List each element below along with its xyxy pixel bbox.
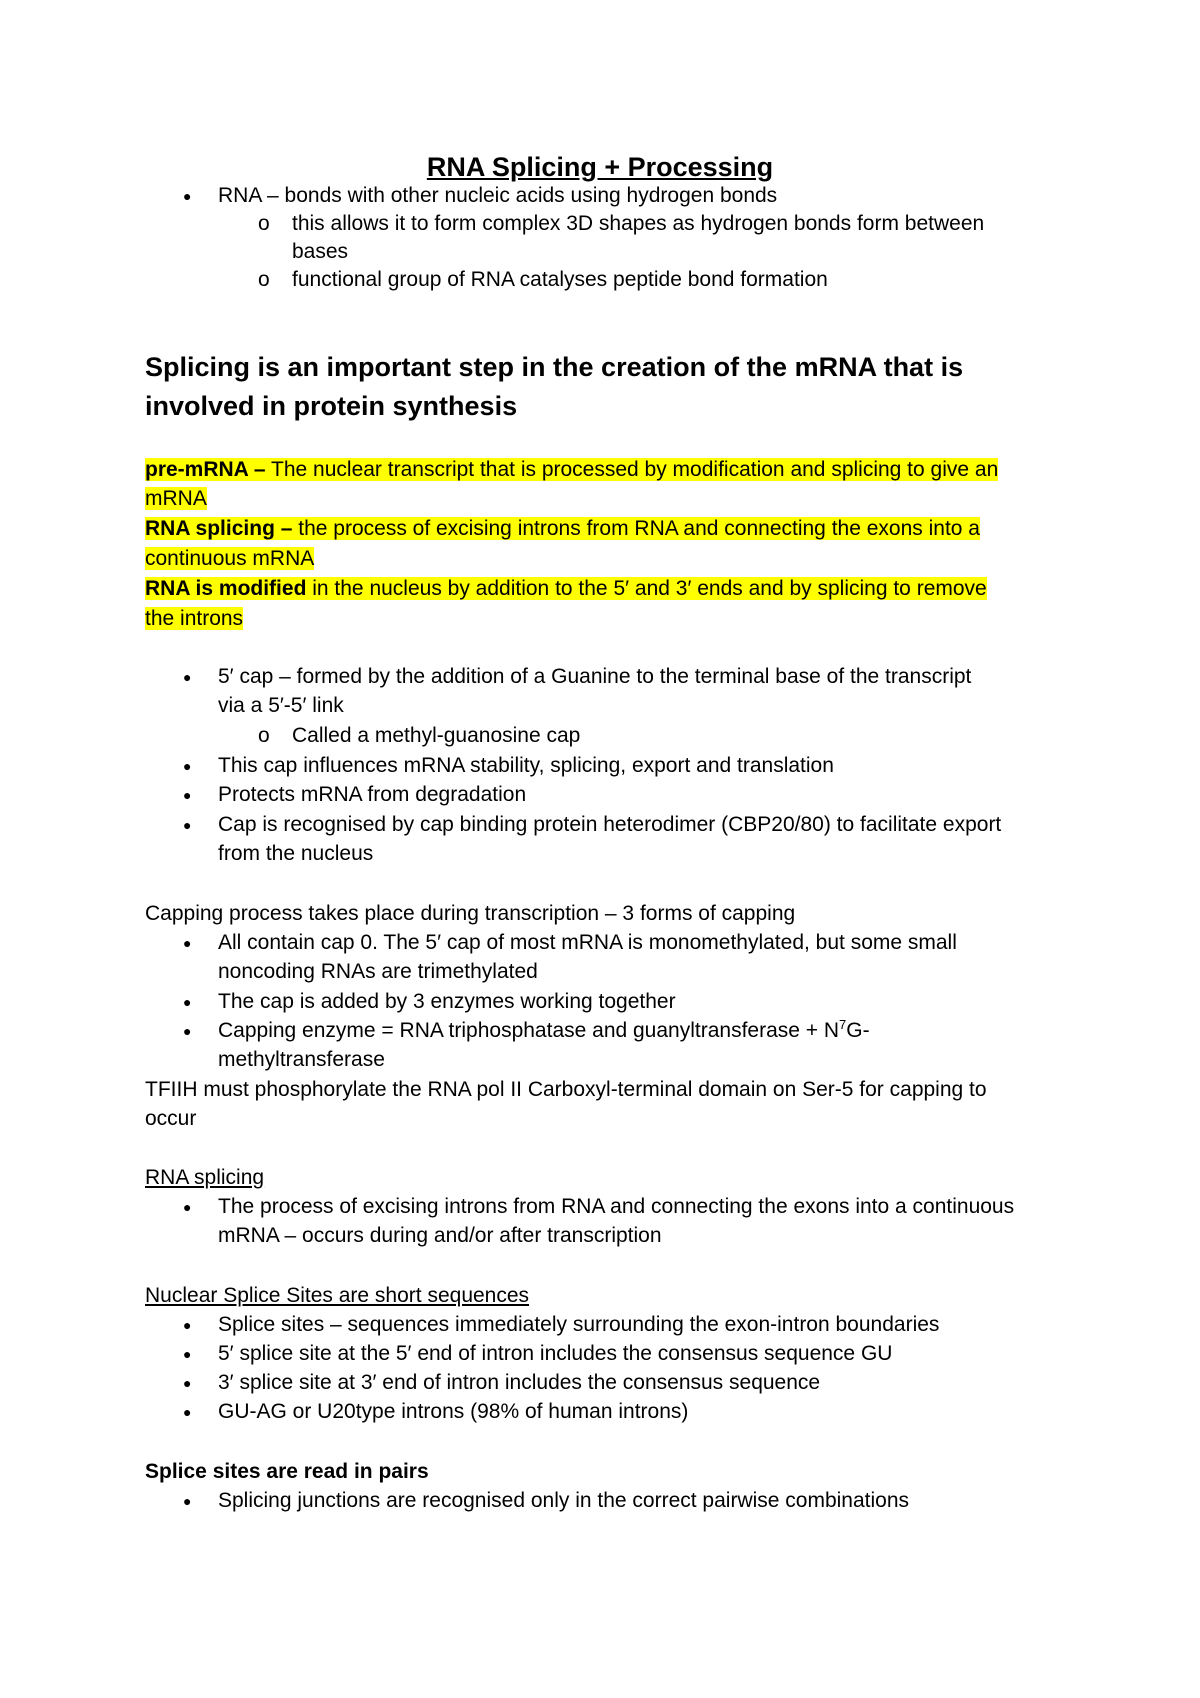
bullet-glyph: ●	[183, 669, 192, 685]
definition-pre-mrna-line1	[145, 456, 998, 484]
capping-bullet-1-line1: All contain cap 0. The 5′ cap of most mRNA is monomethylated, but some small	[218, 931, 957, 954]
intro-bullet-1: RNA – bonds with other nucleic acids using hydrogen bonds	[218, 184, 778, 207]
section-heading-line2: involved in protein synthesis	[145, 391, 518, 421]
splice-sites-bullet-2: 5′ splice site at the 5′ end of intron includes the consensus sequence GU	[218, 1342, 893, 1365]
capping-bullet-3-tail: G-	[846, 1019, 870, 1042]
definition-rna-modified-line1	[145, 575, 987, 603]
pairs-bullet-1: Splicing junctions are recognised only in the correct pairwise combinations	[218, 1489, 910, 1512]
cap-bullet-2: This cap influences mRNA stability, splicing, export and translation	[218, 754, 834, 777]
intro-sub-1-line1: this allows it to form complex 3D shapes as hydrogen bonds form between	[292, 212, 985, 235]
bullet-glyph: ●	[183, 1317, 192, 1333]
rna-splicing-bullet-line1: The process of excising introns from RNA and connecting the exons into a continuous	[218, 1195, 1015, 1218]
bullet-glyph: ●	[183, 758, 192, 774]
sub-bullet-glyph: o	[258, 724, 270, 747]
intro-sub-1-line2: bases	[292, 240, 349, 263]
splice-sites-bullet-3: 3′ splice site at 3′ end of intron includes the consensus sequence	[218, 1371, 821, 1394]
superscript-7: 7	[839, 1017, 847, 1032]
definition-text: in the nucleus by addition to the 5′ and 3′ ends and by splicing to remove	[306, 577, 987, 600]
capping-intro: Capping process takes place during transcription – 3 forms of capping	[145, 902, 796, 925]
definition-text: continuous mRNA	[145, 547, 315, 570]
definition-pre-mrna-line2	[145, 485, 207, 513]
definition-text: mRNA	[145, 487, 207, 510]
capping-bullet-2: The cap is added by 3 enzymes working together	[218, 990, 676, 1013]
cap-bullet-4-line2: from the nucleus	[218, 842, 374, 865]
rna-splicing-heading: RNA splicing	[145, 1166, 265, 1189]
bullet-glyph: ●	[183, 188, 192, 204]
intro-sub-2: functional group of RNA catalyses peptide bond formation	[292, 268, 828, 291]
bullet-glyph: ●	[183, 1199, 192, 1215]
splice-sites-bullet-1: Splice sites – sequences immediately surrounding the exon-intron boundaries	[218, 1313, 940, 1336]
definition-term: pre-mRNA –	[145, 458, 266, 481]
definition-term: RNA is modified	[145, 577, 307, 600]
splice-sites-heading: Nuclear Splice Sites are short sequences	[145, 1284, 530, 1307]
bullet-glyph: ●	[183, 1023, 192, 1039]
bullet-glyph: ●	[183, 1375, 192, 1391]
sub-bullet-glyph: o	[258, 212, 270, 235]
capping-bullet-3-text: Capping enzyme = RNA triphosphatase and guanyltransferase + N	[218, 1019, 840, 1042]
definition-rna-splicing-line2	[145, 545, 314, 573]
capping-bullet-3-line1	[218, 1017, 870, 1045]
cap-bullet-4-line1: Cap is recognised by cap binding protein heterodimer (CBP20/80) to facilitate export	[218, 813, 1002, 836]
cap-bullet-3: Protects mRNA from degradation	[218, 783, 527, 806]
definition-text: The nuclear transcript that is processed by modification and splicing to give an	[265, 458, 999, 481]
bullet-glyph: ●	[183, 935, 192, 951]
cap-bullet-1-line2: via a 5′-5′ link	[218, 694, 344, 717]
tfiih-line2: occur	[145, 1107, 197, 1130]
bullet-glyph: ●	[183, 787, 192, 803]
cap-bullet-1-line1: 5′ cap – formed by the addition of a Guanine to the terminal base of the transcript	[218, 665, 972, 688]
cap-sub-1: Called a methyl-guanosine cap	[292, 724, 581, 747]
tfiih-line1: TFIIH must phosphorylate the RNA pol II Carboxyl-terminal domain on Ser-5 for capping to	[145, 1078, 987, 1101]
pairs-heading: Splice sites are read in pairs	[145, 1460, 429, 1483]
definition-text: the process of excising introns from RNA and connecting the exons into a	[292, 517, 980, 540]
bullet-glyph: ●	[183, 1346, 192, 1362]
capping-bullet-1-line2: noncoding RNAs are trimethylated	[218, 960, 538, 983]
bullet-glyph: ●	[183, 817, 192, 833]
splice-sites-bullet-4: GU-AG or U20type introns (98% of human introns)	[218, 1400, 689, 1423]
bullet-glyph: ●	[183, 1404, 192, 1420]
page-title: RNA Splicing + Processing	[426, 152, 774, 182]
definition-text: the introns	[145, 607, 244, 630]
bullet-glyph: ●	[183, 994, 192, 1010]
section-heading-line1: Splicing is an important step in the creation of the mRNA that is	[145, 352, 964, 382]
bullet-glyph: ●	[183, 1493, 192, 1509]
sub-bullet-glyph: o	[258, 268, 270, 291]
capping-bullet-3-line2: methyltransferase	[218, 1048, 385, 1071]
definition-term: RNA splicing –	[145, 517, 293, 540]
definition-rna-modified-line2	[145, 605, 243, 633]
rna-splicing-bullet-line2: mRNA – occurs during and/or after transcription	[218, 1224, 662, 1247]
definition-rna-splicing-line1	[145, 515, 980, 543]
